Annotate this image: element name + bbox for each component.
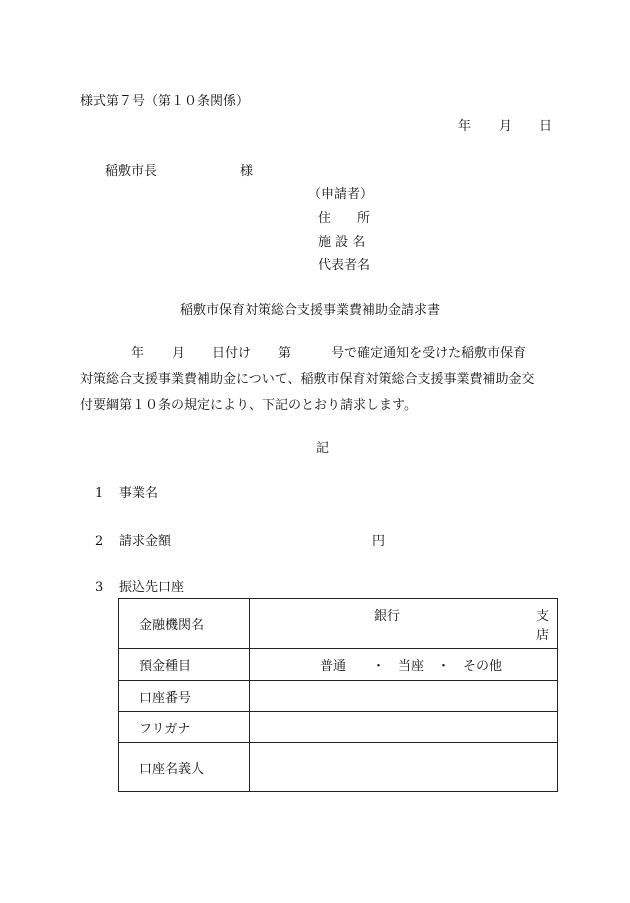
branch-suffix: 支店: [536, 609, 550, 643]
body-year: 年: [131, 346, 145, 361]
item-3-number: 3: [95, 580, 104, 595]
row-account-number: [119, 681, 558, 712]
bank-account-table: [118, 598, 558, 792]
body-day-ref: 日付け: [212, 346, 252, 361]
row-furigana: [119, 712, 558, 743]
bank-name-label: 金融機関名: [119, 599, 250, 649]
applicant-header: （申請者）: [308, 187, 374, 202]
account-holder-cell[interactable]: [250, 743, 558, 792]
account-number-cell[interactable]: [250, 681, 558, 712]
account-number-label: 口座番号: [119, 681, 250, 712]
addressee-honorific: 様: [240, 164, 254, 179]
body-line-1-rest: 号で確定通知を受けた稲敷市保育: [331, 346, 527, 361]
item-2-unit: 円: [372, 534, 386, 549]
bank-suffix: 銀行: [374, 609, 401, 624]
ki-heading: 記: [316, 441, 330, 456]
deposit-type-label: 預金種目: [119, 649, 250, 681]
body-line-3: 付要綱第１０条の規定により、下記のとおり請求します。: [80, 398, 417, 413]
body-month: 月: [172, 346, 186, 361]
form-number: 様式第７号（第１０条関係）: [80, 94, 250, 109]
furigana-label: フリガナ: [119, 712, 250, 743]
body-dai: 第: [278, 346, 292, 361]
date-month: 月: [499, 119, 513, 134]
body-paragraph: [80, 341, 560, 419]
account-holder-label: 口座名義人: [119, 743, 250, 792]
row-deposit-type: [119, 649, 558, 681]
addressee-name: 稲敷市長: [105, 164, 158, 179]
date-year: 年: [458, 119, 472, 134]
row-bank-name: [119, 599, 558, 649]
furigana-cell[interactable]: [250, 712, 558, 743]
item-1-number: 1: [95, 486, 104, 501]
date-day: 日: [539, 119, 553, 134]
item-3-label: 振込先口座: [119, 580, 185, 595]
deposit-type-options[interactable]: 普通 ・ 当座 ・ その他: [250, 649, 558, 681]
item-2-label: 請求金額: [119, 534, 172, 549]
body-line-2: 対策総合支援事業費補助金について、稲敷市保育対策総合支援事業費補助金交: [80, 372, 535, 387]
representative-label: 代表者名: [318, 258, 371, 273]
facility-label: 施 設 名: [318, 235, 366, 250]
document-title: 稲敷市保育対策総合支援事業費補助金請求書: [180, 303, 441, 318]
body-line-1: [80, 341, 560, 367]
item-2-number: 2: [95, 534, 104, 549]
row-account-holder: [119, 743, 558, 792]
item-1-label: 事業名: [119, 486, 159, 501]
bank-name-cell[interactable]: [250, 599, 558, 649]
address-label: 住 所: [318, 211, 371, 226]
